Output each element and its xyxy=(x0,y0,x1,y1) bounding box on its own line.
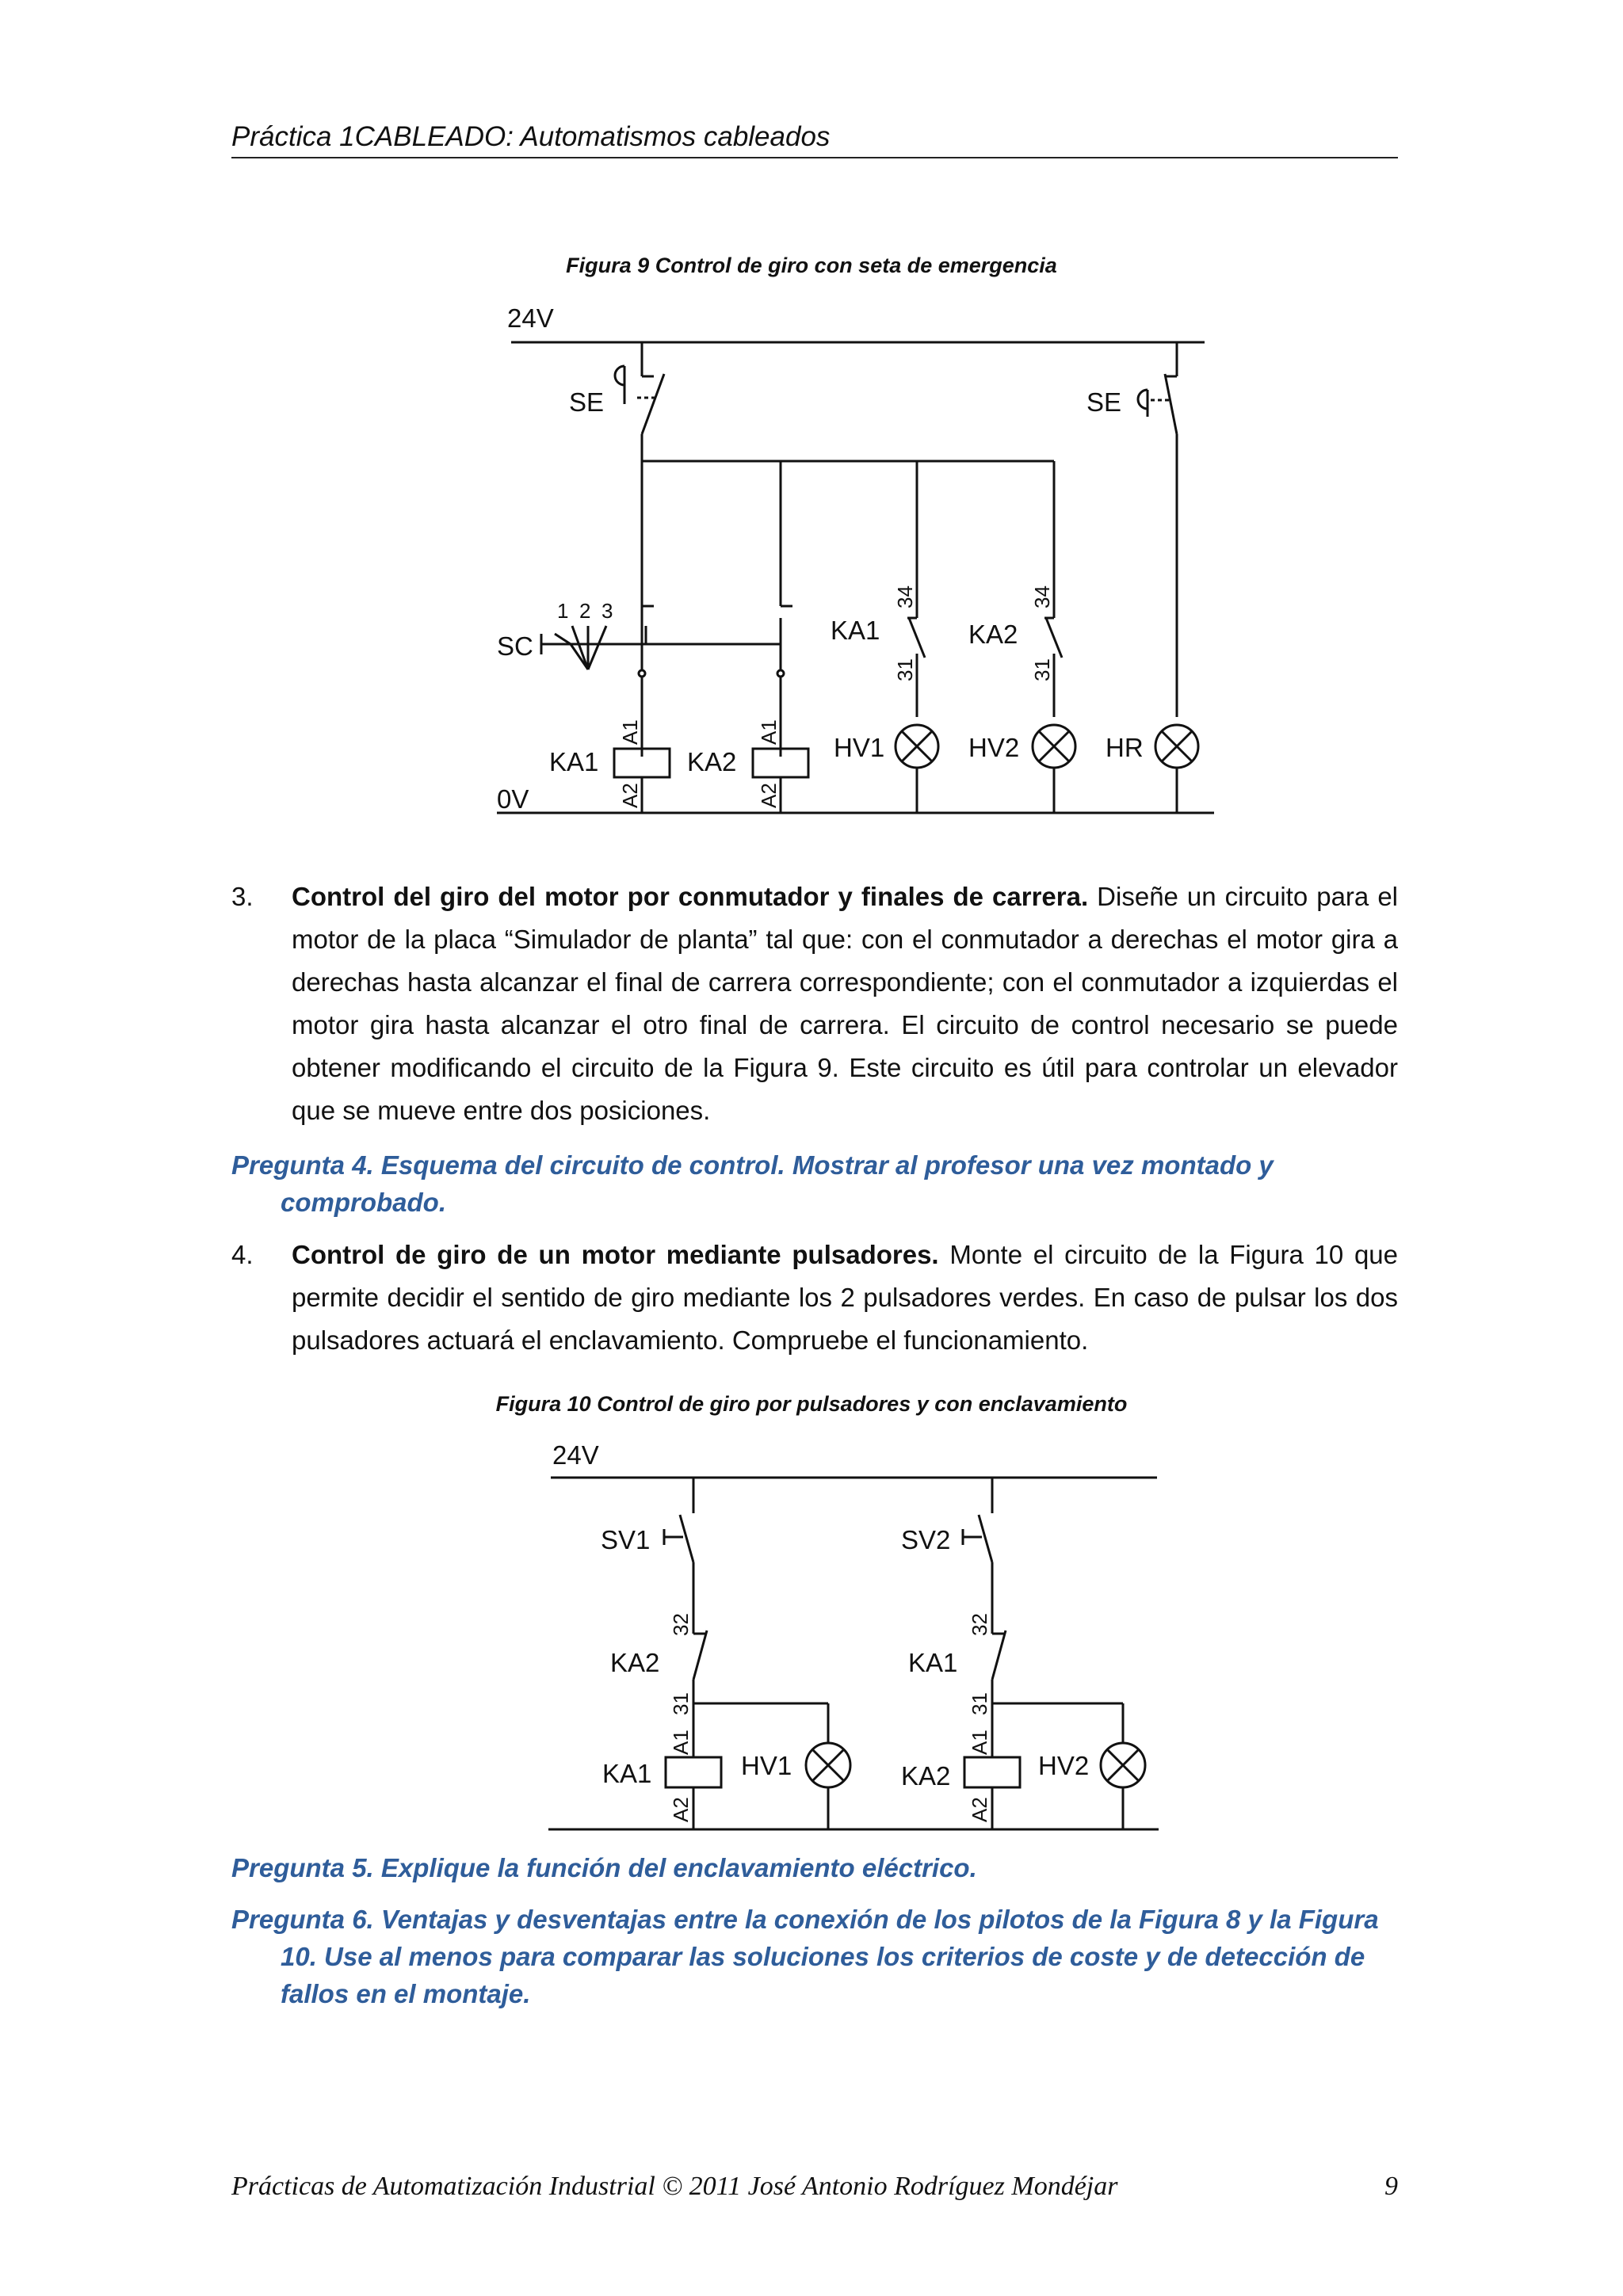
svg-text:31: 31 xyxy=(968,1692,991,1715)
svg-text:A2: A2 xyxy=(968,1797,991,1822)
item-3: 3. Control del giro del motor por conmutador y finales de carrera. Diseñe un circuito para el motor de la placa “Simulador de planta” tal que: con el conmutador a derechas el motor gira a derechas hasta alcanzar el final de carrera correspondiente; con el conmutador a izquierdas el motor gira hasta alcanzar el otro final de carrera. El circuito de control necesario se puede obtener modificando el circuito de la Figura 9. Este circuito es útil para controlar un elevador que se mueve entre dos posiciones. xyxy=(231,875,1398,1132)
svg-text:2: 2 xyxy=(579,599,591,623)
svg-text:A2: A2 xyxy=(669,1797,693,1822)
figure-9-caption: Figura 9 Control de giro con seta de emergencia xyxy=(566,254,1057,277)
figure-10-caption: Figura 10 Control de giro por pulsadores y con enclavamiento xyxy=(495,1392,1128,1416)
label-hv1: HV1 xyxy=(741,1751,792,1780)
label-hv2: HV2 xyxy=(968,733,1020,762)
svg-text:A1: A1 xyxy=(669,1730,693,1755)
svg-text:34: 34 xyxy=(893,585,917,608)
label-coil-ka1: KA1 xyxy=(602,1759,652,1788)
question-4: Pregunta 4. Esquema del circuito de control. Mostrar al profesor una vez montado y comprobado. xyxy=(231,1150,1274,1217)
pushbutton-sv2 xyxy=(901,1478,992,1634)
svg-text:A2: A2 xyxy=(757,783,781,808)
label-contact-ka2: KA2 xyxy=(968,620,1018,649)
svg-text:1: 1 xyxy=(557,599,569,623)
svg-text:32: 32 xyxy=(968,1613,991,1636)
item-3-number: 3. xyxy=(231,882,254,911)
label-contact-ka2: KA2 xyxy=(610,1648,660,1677)
footer-text: Prácticas de Automatización Industrial © 2011 José Antonio Rodríguez Mondéjar xyxy=(231,2172,1118,2201)
label-contact-ka1: KA1 xyxy=(908,1648,958,1677)
page-number: 9 xyxy=(1384,2172,1398,2201)
item-4-title: Control de giro de un motor mediante pulsadores. xyxy=(292,1240,939,1269)
svg-text:3: 3 xyxy=(601,599,613,623)
label-sv2: SV2 xyxy=(901,1525,951,1554)
label-24v: 24V xyxy=(507,303,554,333)
svg-text:A2: A2 xyxy=(618,783,642,808)
svg-text:31: 31 xyxy=(1030,658,1054,681)
item-3-title: Control del giro del motor por conmutador y finales de carrera. xyxy=(292,882,1089,911)
label-coil-ka1: KA1 xyxy=(549,747,599,776)
header-title: Práctica 1CABLEADO: Automatismos cableados xyxy=(231,121,831,152)
question-5: Pregunta 5. Explique la función del enclavamiento eléctrico. xyxy=(231,1853,977,1882)
page-footer xyxy=(231,2167,1398,2206)
svg-text:A1: A1 xyxy=(968,1730,991,1755)
pushbutton-sv1 xyxy=(601,1478,693,1634)
label-se-left: SE xyxy=(569,387,605,417)
lamp-hv1 xyxy=(741,1743,850,1829)
item-4-number: 4. xyxy=(231,1240,254,1269)
svg-text:A1: A1 xyxy=(618,719,642,745)
coil-ka1 xyxy=(666,1757,721,1787)
question-6: Pregunta 6. Ventajas y desventajas entre la conexión de los pilotos de la Figura 8 y la Figura 10. Use al menos para comparar las soluciones los criterios de coste y de detección de fallos en el montaje. xyxy=(231,1905,1379,2008)
label-hv2: HV2 xyxy=(1038,1751,1090,1780)
lamp-hv2 xyxy=(1038,1743,1145,1829)
svg-text:34: 34 xyxy=(1030,585,1054,608)
label-contact-ka1: KA1 xyxy=(831,616,880,645)
label-0v: 0V xyxy=(497,784,529,814)
label-hr: HR xyxy=(1106,733,1144,762)
label-coil-ka2: KA2 xyxy=(687,747,737,776)
label-coil-ka2: KA2 xyxy=(901,1761,951,1791)
label-24v: 24V xyxy=(552,1440,599,1470)
label-hv1: HV1 xyxy=(834,733,885,762)
svg-text:A1: A1 xyxy=(757,719,781,745)
label-sc: SC xyxy=(497,631,533,661)
svg-text:31: 31 xyxy=(893,658,917,681)
coil-ka2 xyxy=(964,1757,1020,1787)
label-sv1: SV1 xyxy=(601,1525,651,1554)
item-4: 4. Control de giro de un motor mediante pulsadores. Monte el circuito de la Figura 10 que permite decidir el sentido de giro mediante los 2 pulsadores verdes. En caso de pulsar los dos pulsadores actuará el enclavamiento. Compruebe el funcionamiento. xyxy=(231,1234,1398,1362)
label-se-right: SE xyxy=(1086,387,1122,417)
svg-text:32: 32 xyxy=(669,1613,693,1636)
svg-text:31: 31 xyxy=(669,1692,693,1715)
